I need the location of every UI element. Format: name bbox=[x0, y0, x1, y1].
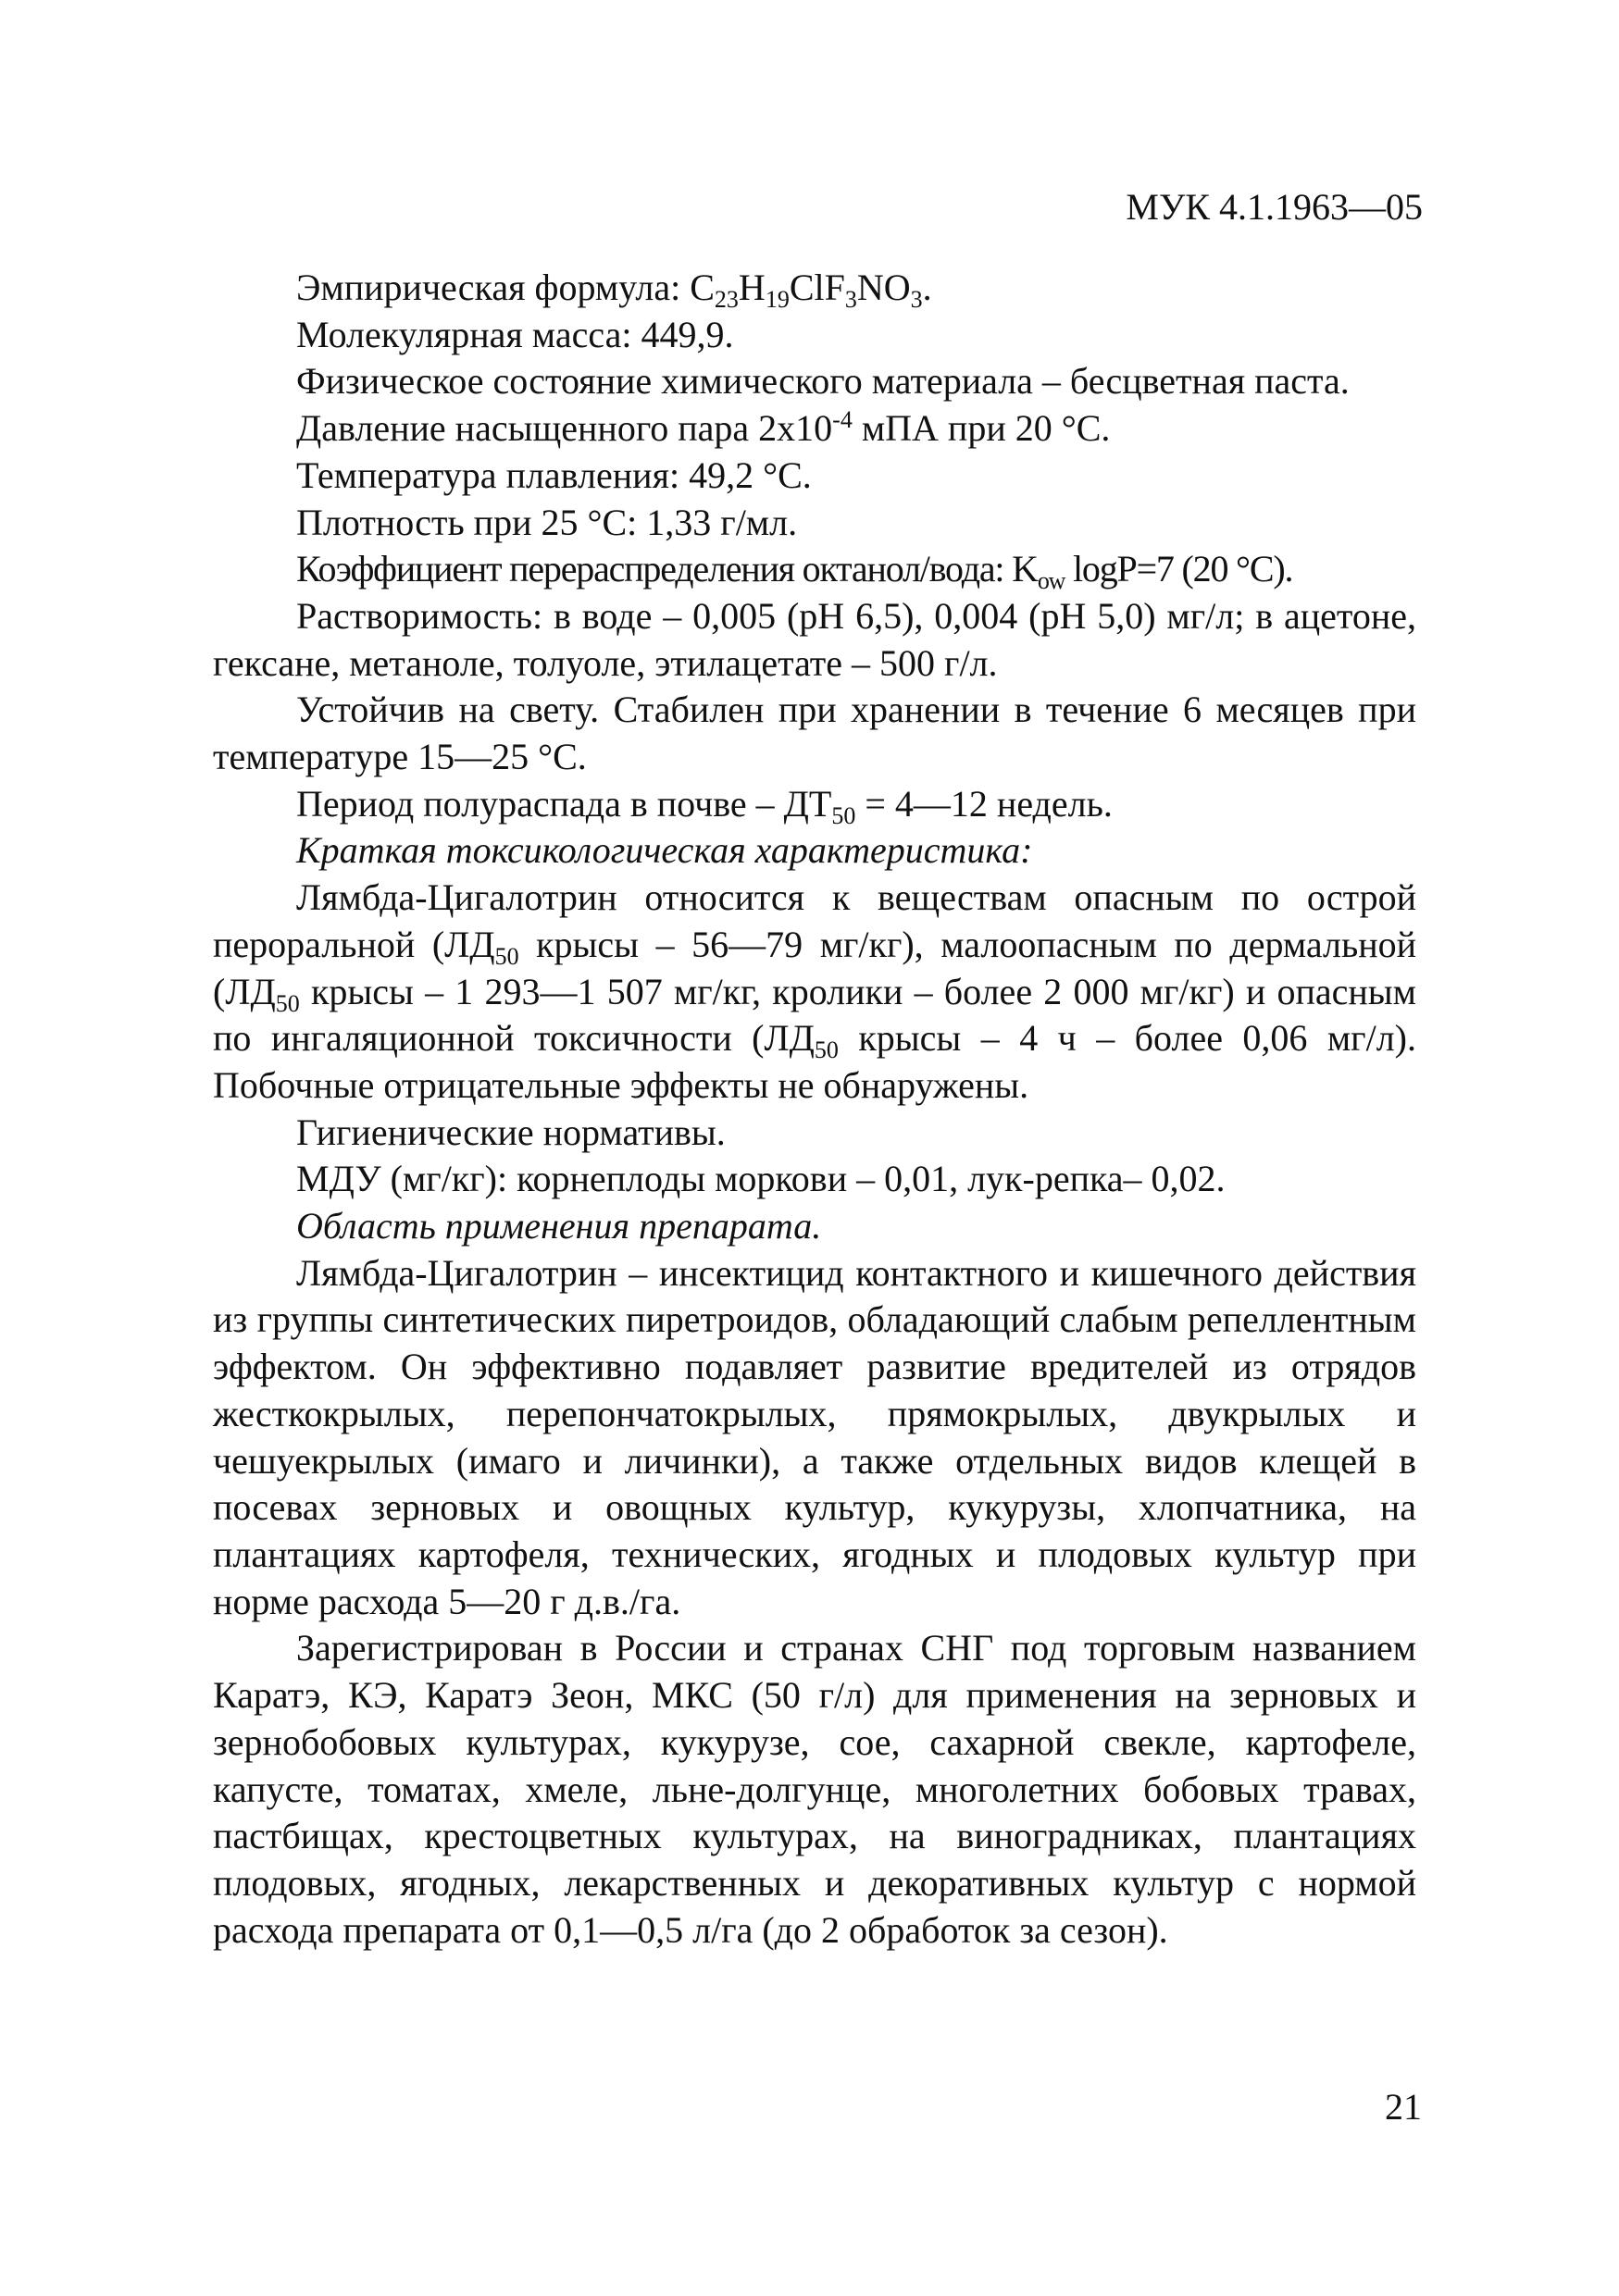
application-heading: Область применения препарата. bbox=[296, 1205, 822, 1247]
formula-f-count: 3 bbox=[844, 286, 857, 313]
toxicology-text bbox=[213, 875, 1416, 1110]
page-number: 21 bbox=[1385, 2086, 1422, 2128]
formula-label: Эмпирическая формула: bbox=[296, 267, 691, 308]
half-life-text: Период полураспада в почве – ДТ bbox=[296, 782, 832, 825]
partition-text: Коэффициент перераспределения октанол/вода: K bbox=[296, 548, 1038, 590]
toxicology-part-1: Лямбда-Цигалотрин относится к веществам опасным по острой пероральной (ЛД bbox=[213, 876, 1416, 965]
mrl-values: МДУ (мг/кг): корнеплоды моркови – 0,01, лук-репка– 0,02. bbox=[296, 1158, 1226, 1200]
ld50-subscript-1: 50 bbox=[494, 942, 519, 970]
partition-subscript: ow bbox=[1037, 567, 1065, 595]
document-body bbox=[213, 265, 1416, 1954]
application-text: Лямбда-Цигалотрин – инсектицид контактного и кишечного действия из группы синтетических пиретроидов, обладающий слабым репеллентным эффектом. Он эффективно подавляет развитие вредителей из отрядов жесткокрылых, перепончатокрылых, прямокрылых, двукрылых и чешуекрылых (имаго и личинки), а также отдельных видов клещей в посевах зерновых и овощных культур, кукурузы, хлопчатника, на плантациях картофеля, технических, ягодных и плодовых культур при норме расхода 5—20 г д.в./га. bbox=[213, 1251, 1416, 1622]
document-code: МУК 4.1.1963—05 bbox=[1126, 186, 1423, 228]
vapor-pressure-exponent: -4 bbox=[832, 406, 853, 434]
formula-end: . bbox=[922, 267, 932, 308]
ld50-subscript-3: 50 bbox=[814, 1036, 839, 1064]
physical-state: Физическое состояние химического материала – бесцветная паста. bbox=[296, 360, 1350, 403]
partition-coefficient bbox=[213, 546, 1416, 593]
toxicology-part-4: крысы – 4 ч – более 0,06 мг/л). Побочные отрицательные эффекты не обнаружены. bbox=[213, 1017, 1416, 1106]
vapor-pressure bbox=[213, 405, 1416, 453]
melting-point: Температура плавления: 49,2 °С. bbox=[296, 453, 812, 496]
density: Плотность при 25 °С: 1,33 г/мл. bbox=[296, 501, 798, 543]
vapor-pressure-unit: мПА при 20 °С. bbox=[852, 407, 1111, 450]
registration-text: Зарегистрирован в России и странах СНГ под торговым названием Каратэ, КЭ, Каратэ Зеон, МКС (50 г/л) для применения на зерновых и зернобобовых культурах, кукурузе, сое, сахарной свекле, картофеле, капусте, томатах, хмеле, льне-долгунце, многолетних бобовых травах, пастбищах, крестоцветных культурах, на виноградниках, плантациях плодовых, ягодных, лекарственных и декоративных культур с нормой расхода препарата от 0,1—0,5 л/га (до 2 обработок за сезон). bbox=[213, 1627, 1416, 1951]
formula-h: H bbox=[738, 267, 766, 308]
formula-c: C bbox=[690, 267, 715, 308]
stability: Устойчив на свету. Стабилен при хранении в течение 6 месяцев при температуре 15—25 °С. bbox=[213, 689, 1416, 778]
empirical-formula bbox=[213, 265, 1416, 312]
formula-o-count: 3 bbox=[910, 286, 923, 313]
vapor-pressure-text: Давление насыщенного пара 2х10 bbox=[296, 407, 833, 450]
ld50-subscript-2: 50 bbox=[275, 989, 300, 1017]
half-life-value: = 4—12 недель. bbox=[855, 782, 1113, 825]
formula-c-count: 23 bbox=[714, 286, 739, 313]
toxicology-part-2: крысы – 56—79 мг/кг), малоопасным по дермальной (ЛД bbox=[213, 923, 1416, 1012]
hygiene-heading: Гигиенические нормативы. bbox=[296, 1111, 726, 1153]
formula-no: NO bbox=[856, 267, 911, 308]
half-life-subscript: 50 bbox=[831, 801, 856, 829]
solubility: Растворимость: в воде – 0,005 (рН 6,5), 0,004 (рН 5,0) мг/л; в ацетоне, гексане, метаноле, толуоле, этилацетате – 500 г/л. bbox=[213, 594, 1416, 684]
toxicology-heading: Краткая токсикологическая характеристика: bbox=[296, 829, 1033, 872]
molar-mass: Молекулярная масса: 449,9. bbox=[296, 313, 734, 355]
partition-value: logP=7 (20 °С). bbox=[1065, 548, 1293, 590]
half-life bbox=[213, 781, 1416, 828]
formula-clf: ClF bbox=[789, 267, 845, 308]
toxicology-part-3: крысы – 1 293—1 507 мг/кг, кролики – более 2 000 мг/кг) и опасным по ингаляционной токсичности (ЛД bbox=[213, 970, 1416, 1060]
formula-h-count: 19 bbox=[765, 286, 790, 313]
